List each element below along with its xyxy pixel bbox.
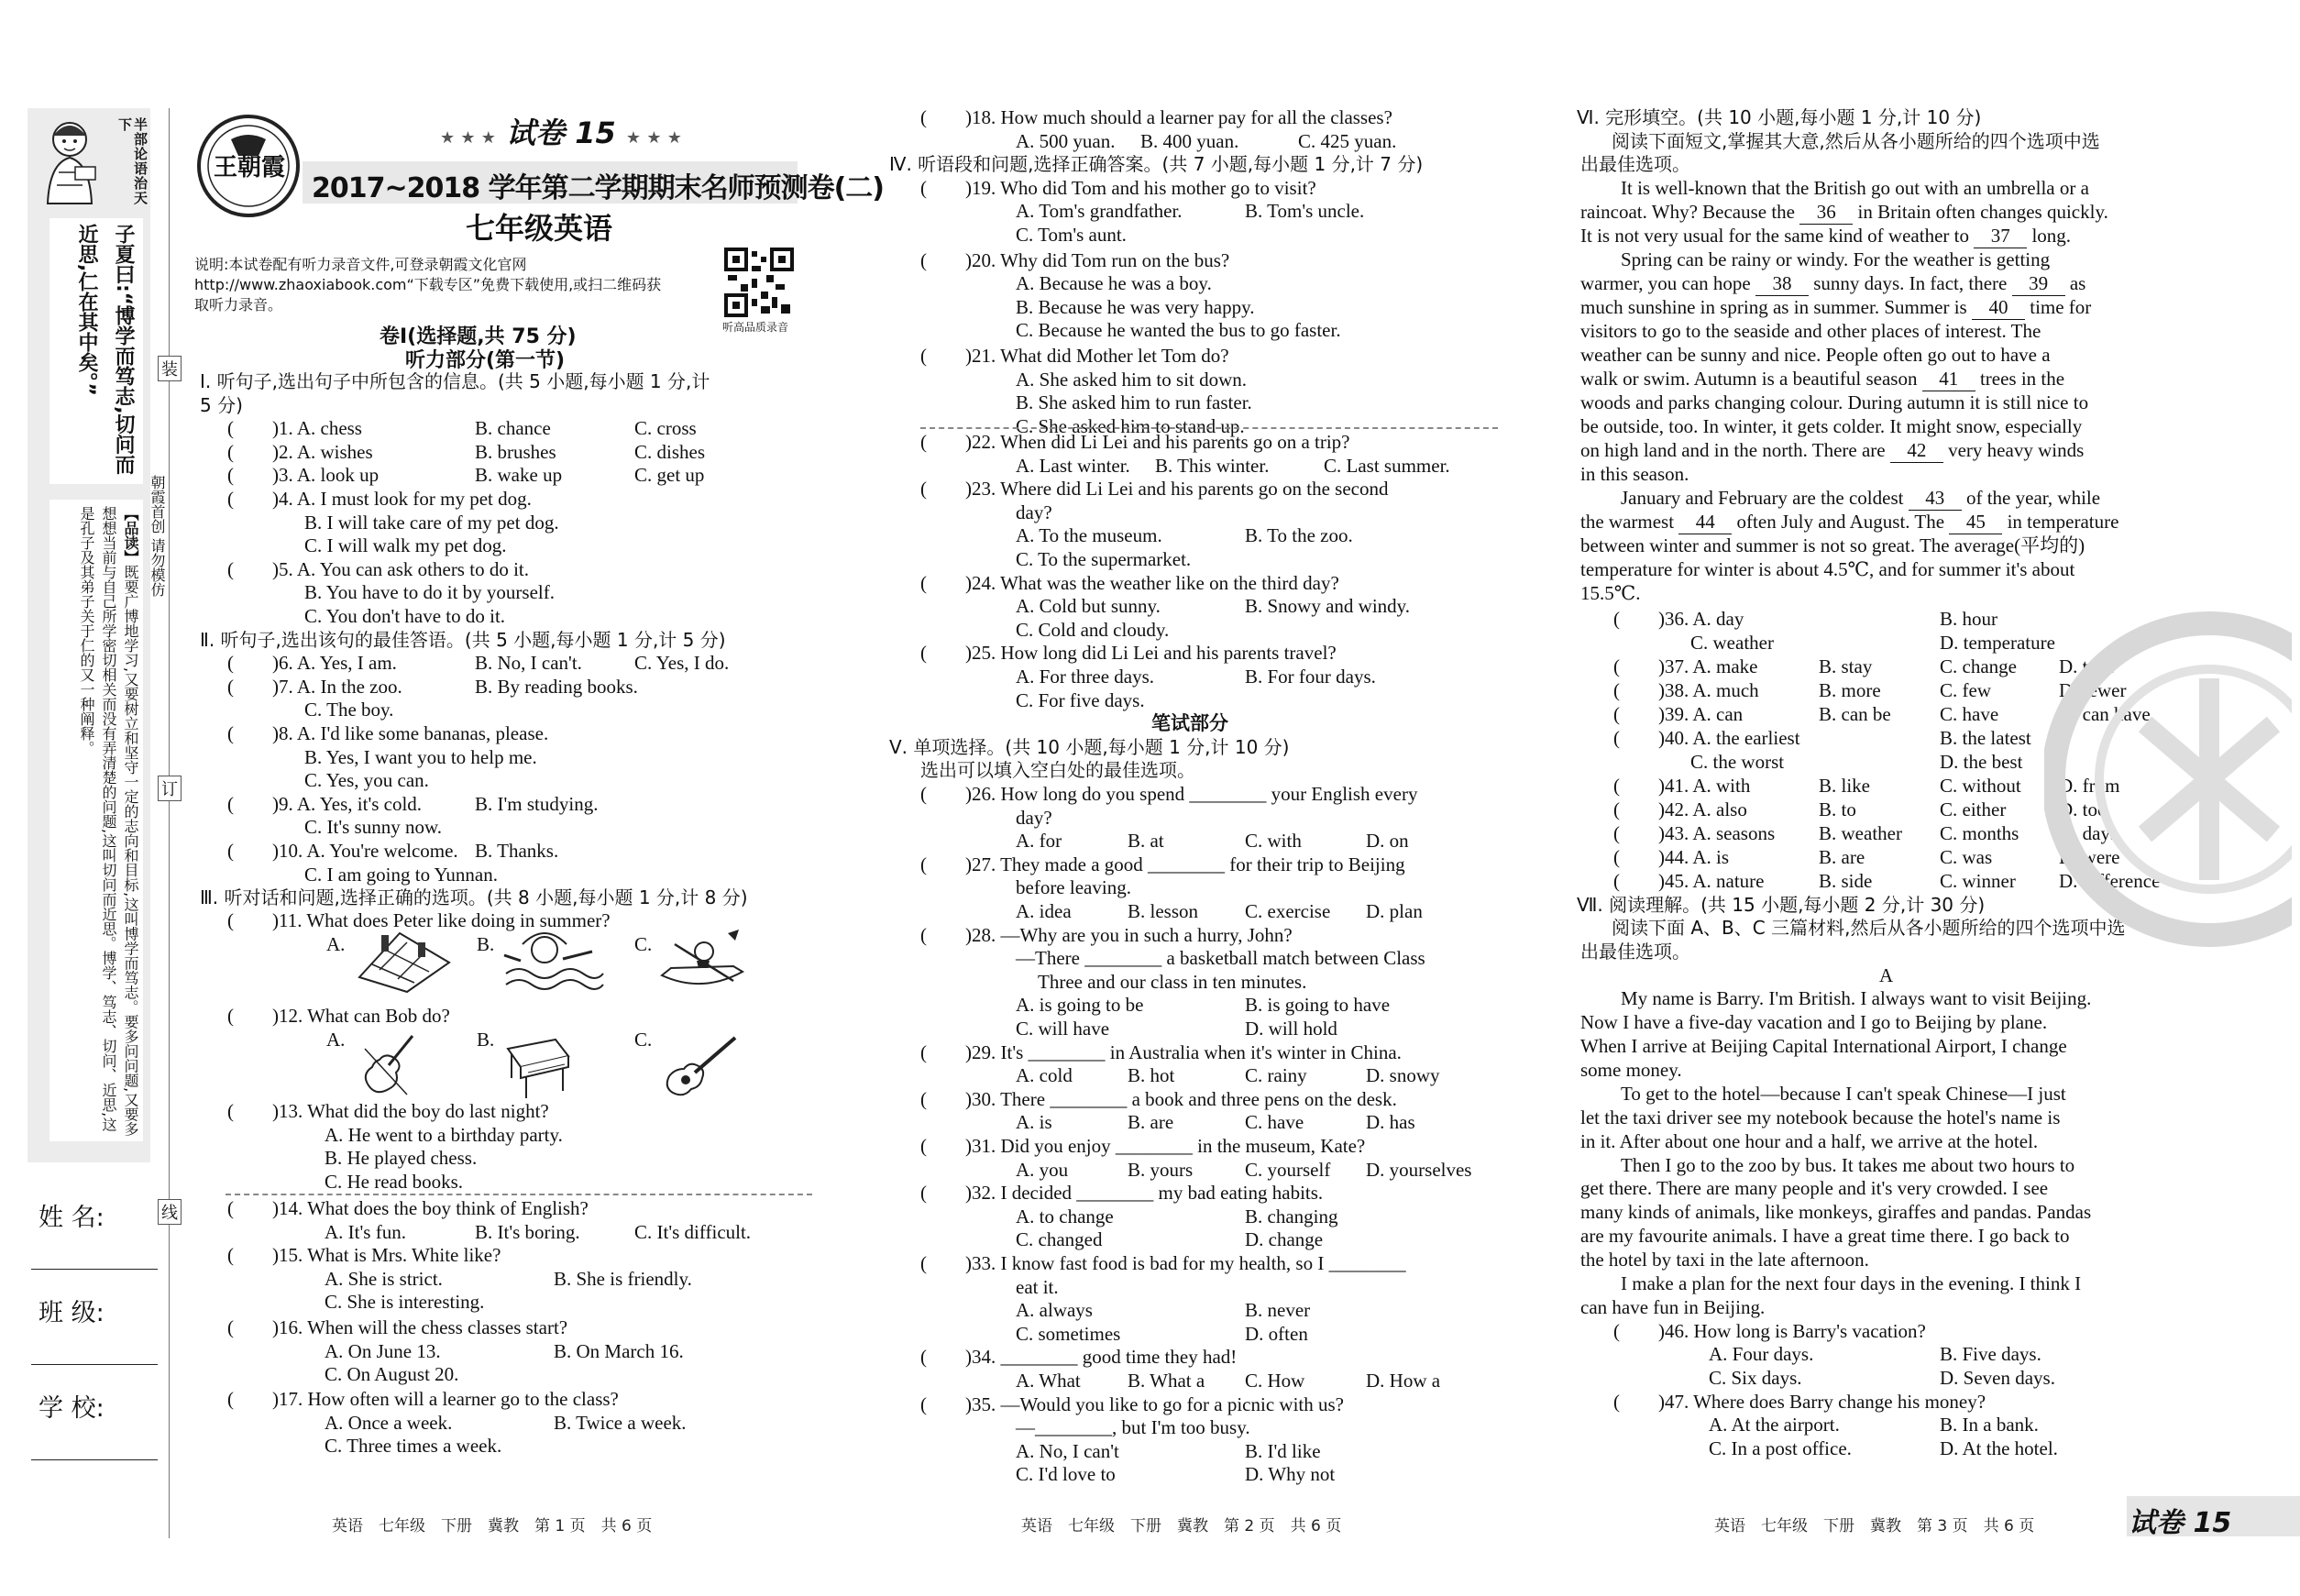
q22-stem: ( )22. When did Li Lei and his parents go on a trip? bbox=[920, 431, 1350, 453]
q30-stem: ( )30. There ________ a book and three pens on the desk. bbox=[920, 1087, 1397, 1110]
cloze-option-line: ( )41. A. with bbox=[1613, 774, 1751, 797]
q16-option-a: A. On June 13. bbox=[325, 1339, 441, 1362]
cloze-blank[interactable]: 43 bbox=[1909, 487, 1962, 511]
q35-stem: ( )35. —Would you like to go for a picnic with us? bbox=[920, 1392, 1344, 1415]
cloze-option-c: C. have bbox=[1940, 702, 1999, 725]
q23-option-a: A. To the museum. bbox=[1016, 524, 1162, 547]
q31-option-d: D. yourselves bbox=[1366, 1158, 1472, 1181]
binding-line bbox=[169, 108, 170, 1538]
star-decoration-right: ★ ★ ★ bbox=[625, 128, 682, 148]
q26-option-c: C. with bbox=[1245, 830, 1302, 853]
question-line: C. You don't have to do it. bbox=[227, 605, 506, 627]
question-line: ( )3. A. look up bbox=[227, 464, 380, 487]
cloze-passage-line: warmer, you can hope 38 sunny days. In fact, there 39 as bbox=[1580, 271, 2086, 294]
q35-option-a: A. No, I can't bbox=[1016, 1439, 1119, 1462]
question-line: ( )9. A. Yes, it's cold. bbox=[227, 792, 423, 815]
section-4-heading: Ⅳ. 听语段和问题,选择正确答案。(共 7 小题,每小题 1 分,计 7 分) bbox=[889, 153, 1424, 176]
cloze-passage-line: visitors to go to the seaside and other places of interest. The bbox=[1580, 319, 2041, 342]
cloze-blank[interactable]: 39 bbox=[2012, 272, 2065, 296]
section-7-heading: Ⅶ. 阅读理解。(共 15 小题,每小题 2 分,计 30 分) bbox=[1577, 893, 1986, 916]
q14-option-a: A. It's fun. bbox=[325, 1220, 406, 1243]
q20-option: A. Because he was a boy. bbox=[1016, 272, 1212, 295]
q18-option-b: B. 400 yuan. bbox=[1140, 129, 1239, 152]
q33-stem-cont: eat it. bbox=[1016, 1275, 1059, 1298]
cloze-passage-line: weather can be sunny and nice. People often go out to have a bbox=[1580, 343, 2051, 366]
option-c: C. dishes bbox=[634, 440, 706, 463]
q14-option-b: B. It's boring. bbox=[475, 1220, 580, 1243]
q32-option-a: A. to change bbox=[1016, 1205, 1114, 1227]
section-heading: Ⅰ. 听句子,选出句子中所包含的信息。(共 5 小题,每小题 1 分,计 bbox=[200, 370, 710, 392]
cloze-option-c: B. hour bbox=[1940, 607, 1997, 630]
class-field[interactable] bbox=[31, 1364, 158, 1365]
question-line: C. It's sunny now. bbox=[227, 816, 443, 839]
exam-subject: 七年级英语 bbox=[466, 211, 613, 246]
sidebar-reading-body: 既要广博地学习,又要树立和坚守一定的志向和目标,这叫博学而笃志。要多问问题,又要多想想当前与自己所学密切相关而没有弄清楚的问题,这叫切问而近思。博学、笃志、切问、近思,这是孔子及其弟子关于仁的又一种阐释。 bbox=[78, 506, 139, 1137]
cloze-option-c: C. without bbox=[1940, 774, 2021, 797]
reading-passage-line: many kinds of animals, like monkeys, giraffes and pandas. Pandas bbox=[1580, 1201, 2092, 1224]
paper-number bbox=[440, 110, 682, 152]
name-label: 姓 名: bbox=[39, 1204, 105, 1232]
cloze-blank[interactable]: 45 bbox=[1949, 511, 2002, 534]
q22-option-b: B. This winter. bbox=[1155, 454, 1270, 477]
q15-option-a: A. She is strict. bbox=[325, 1267, 443, 1290]
q27-option-c: C. exercise bbox=[1245, 900, 1331, 922]
q33-stem: ( )33. I know fast food is bad for my health, so I ________ bbox=[920, 1252, 1406, 1274]
sidebar-quote-main: 子夏曰:“博学而笃志,切问而近思,仁在其中矣。” bbox=[75, 224, 135, 475]
footer-page-3: 英语 七年级 下册 冀教 第 3 页 共 6 页 bbox=[1714, 1517, 2035, 1535]
q21-option: B. She asked him to run faster. bbox=[1016, 391, 1252, 414]
q27-option-a: A. idea bbox=[1016, 900, 1072, 922]
q46-option-b: B. Five days. bbox=[1940, 1343, 2041, 1366]
cloze-blank[interactable]: 40 bbox=[1972, 296, 2025, 320]
cloze-passage-line: in this season. bbox=[1580, 462, 1689, 485]
q23-option-c: C. To the supermarket. bbox=[1016, 548, 1192, 570]
q15-option-b: B. She is friendly. bbox=[554, 1267, 692, 1290]
footer-paper-tag: 试卷 15 bbox=[2129, 1507, 2232, 1539]
q18-option-c: C. 425 yuan. bbox=[1298, 129, 1397, 152]
q34-stem: ( )34. ________ good time they had! bbox=[920, 1346, 1238, 1369]
chess-picture-icon bbox=[354, 926, 455, 996]
watermark-seal bbox=[2044, 605, 2292, 953]
question-line: B. I will take care of my pet dog. bbox=[227, 511, 559, 534]
q35-option-d: D. Why not bbox=[1245, 1463, 1336, 1486]
q26-stem: ( )26. How long do you spend ________ your English every bbox=[920, 783, 1418, 805]
q26-option-a: A. for bbox=[1016, 830, 1062, 853]
q28-option-c: C. will have bbox=[1016, 1018, 1110, 1040]
footer-page-2: 英语 七年级 下册 冀教 第 2 页 共 6 页 bbox=[1021, 1517, 1342, 1535]
q47-stem: ( )47. Where does Barry change his money? bbox=[1613, 1390, 1986, 1413]
q18-option-a: A. 500 yuan. bbox=[1016, 129, 1116, 152]
q29-option-a: A. cold bbox=[1016, 1064, 1073, 1087]
reading-passage-line: I make a plan for the next four days in the evening. I think I bbox=[1621, 1272, 2082, 1294]
option-c: C. get up bbox=[634, 464, 705, 487]
q32-option-c: C. changed bbox=[1016, 1228, 1103, 1251]
cloze-passage-line: raincoat. Why? Because the 36 in Britain often changes quickly. bbox=[1580, 200, 2108, 223]
instruction-note: 说明:本试卷配有听力录音文件,可登录朝霞文化官网 http://www.zhaoxiabook.com“下载专区”免费下载使用,或扫二维码获取听力录音。 bbox=[194, 256, 662, 314]
q18-stem: ( )18. How much should a learner pay for all the classes? bbox=[920, 106, 1392, 128]
q34-option-c: C. How bbox=[1245, 1370, 1305, 1392]
dashed-divider-col1 bbox=[226, 1194, 812, 1195]
q34-option-a: A. What bbox=[1016, 1370, 1081, 1392]
q29-option-b: B. hot bbox=[1128, 1064, 1175, 1087]
cloze-option-d: D. from bbox=[2059, 774, 2120, 797]
cloze-passage-line: between winter and summer is not so great. The average(平均的) bbox=[1580, 534, 2085, 556]
cloze-option-d: D. too bbox=[2059, 798, 2107, 820]
q34-option-d: D. How a bbox=[1366, 1370, 1441, 1392]
q25-option-c: C. For five days. bbox=[1016, 688, 1145, 711]
q35-stem-cont: —________, but I'm too busy. bbox=[1016, 1416, 1250, 1439]
q24-option-b: B. Snowy and windy. bbox=[1245, 595, 1411, 618]
cloze-option-d: D. take bbox=[2059, 655, 2115, 677]
cloze-passage-line: much sunshine in spring as in summer. Summer is 40 time for bbox=[1580, 295, 2092, 318]
cloze-option-b: B. stay bbox=[1819, 655, 1873, 677]
cloze-option-b: B. to bbox=[1819, 798, 1856, 820]
q34-option-b: B. What a bbox=[1128, 1370, 1205, 1392]
q33-option-c: C. sometimes bbox=[1016, 1322, 1121, 1345]
cloze-option-d: D. difference bbox=[2059, 869, 2161, 892]
section-6-subtitle: 阅读下面短文,掌握其大意,然后从各小题所给的四个选项中选 bbox=[1612, 129, 2100, 152]
q28-option-d: D. will hold bbox=[1245, 1018, 1337, 1040]
cloze-passage-line: It is not very usual for the same kind of weather to 37 long. bbox=[1580, 224, 2072, 247]
q13-option: B. He played chess. bbox=[325, 1147, 478, 1170]
binding-mark-2: 订 bbox=[158, 776, 182, 801]
sidebar-reading-text bbox=[53, 506, 141, 1139]
cloze-option-c: C. few bbox=[1940, 678, 1991, 701]
q32-option-d: D. change bbox=[1245, 1228, 1324, 1251]
option-c: C. cross bbox=[634, 417, 697, 440]
section-7-subtitle: 出最佳选项。 bbox=[1580, 941, 1690, 963]
q25-option-b: B. For four days. bbox=[1245, 666, 1376, 688]
cloze-passage-line: January and February are the coldest 43 of the year, while bbox=[1621, 486, 2101, 509]
q24-option-c: C. Cold and cloudy. bbox=[1016, 618, 1170, 641]
q17-option-b: B. Twice a week. bbox=[554, 1411, 687, 1434]
binding-mark-3: 线 bbox=[158, 1199, 182, 1225]
q20-option: C. Because he wanted the bus to go faster. bbox=[1016, 319, 1341, 342]
question-line: C. I am going to Yunnan. bbox=[227, 863, 498, 886]
q16-stem: ( )16. When will the chess classes start? bbox=[227, 1316, 568, 1338]
question-line: ( )8. A. I'd like some bananas, please. bbox=[227, 722, 549, 744]
q32-stem: ( )32. I decided ________ my bad eating habits. bbox=[920, 1182, 1324, 1205]
sidebar-reading-label: 【品读】 bbox=[122, 506, 139, 565]
q21-option: C. She asked him to stand up. bbox=[1016, 414, 1245, 437]
cloze-option-line: C. weather bbox=[1613, 631, 1774, 654]
cloze-passage-line: be outside, too. In winter, it gets colder. It might snow, especially bbox=[1580, 414, 2083, 437]
cloze-option-line: C. the worst bbox=[1613, 750, 1785, 773]
cloze-option-c: B. the latest bbox=[1940, 726, 2031, 749]
paper-number-text: 试卷 15 bbox=[506, 116, 616, 150]
cloze-option-line: ( )40. A. the earliest bbox=[1613, 726, 1800, 749]
violin-picture-icon bbox=[356, 1030, 420, 1100]
section-1-title: 卷Ⅰ(选择题,共 75 分) bbox=[380, 325, 577, 348]
reading-passage-line: get there. There are many people and it's very crowded. I see bbox=[1580, 1177, 2049, 1200]
reading-passage-line: are my favourite animals. I have a great time there. I go back to bbox=[1580, 1225, 2070, 1248]
sidebar-quote-top: 半部论语治天下 bbox=[116, 117, 149, 205]
q27-stem: ( )27. They made a good ________ for their trip to Beijing bbox=[920, 853, 1405, 875]
q22-option-a: A. Last winter. bbox=[1016, 454, 1130, 477]
option-b: B. I'm studying. bbox=[475, 792, 599, 815]
q30-option-a: A. is bbox=[1016, 1111, 1052, 1134]
question-line: ( )2. A. wishes bbox=[227, 440, 373, 463]
cloze-passage-line: Spring can be rainy or windy. For the weather is getting bbox=[1621, 248, 2051, 270]
q23-stem: ( )23. Where did Li Lei and his parents go on the second bbox=[920, 478, 1389, 501]
q31-option-c: C. yourself bbox=[1245, 1158, 1331, 1181]
cloze-blank[interactable]: 44 bbox=[1678, 511, 1732, 534]
question-line: C. I will walk my pet dog. bbox=[227, 534, 507, 557]
question-line: C. The boy. bbox=[227, 699, 394, 721]
q11-pic-label-a: A. bbox=[326, 933, 346, 955]
question-line: ( )4. A. I must look for my pet dog. bbox=[227, 488, 532, 510]
q11-pic-label-b: B. bbox=[477, 933, 495, 955]
q17-option-c: C. Three times a week. bbox=[325, 1435, 502, 1458]
q24-option-a: A. Cold but sunny. bbox=[1016, 595, 1161, 618]
q28-stem-cont: Three and our class in ten minutes. bbox=[1038, 970, 1307, 993]
question-line: ( )5. A. You can ask others to do it. bbox=[227, 557, 529, 580]
school-label: 学 校: bbox=[39, 1394, 105, 1423]
q17-stem: ( )17. How often will a learner go to the class? bbox=[227, 1388, 619, 1410]
q33-option-b: B. never bbox=[1245, 1299, 1311, 1322]
cloze-passage-line: on high land and in the north. There are 42 very heavy winds bbox=[1580, 438, 2085, 461]
q14-option-c: C. It's difficult. bbox=[634, 1220, 752, 1243]
cloze-option-b: B. like bbox=[1819, 774, 1870, 797]
cloze-option-line: ( )38. A. much bbox=[1613, 678, 1759, 701]
written-part-heading: 笔试部分 bbox=[1151, 712, 1228, 735]
section-6-heading: Ⅵ. 完形填空。(共 10 小题,每小题 1 分,计 10 分) bbox=[1577, 106, 1982, 128]
dashed-divider-col2 bbox=[920, 427, 1498, 429]
q19-stem: ( )19. Who did Tom and his mother go to visit? bbox=[920, 176, 1316, 199]
cloze-option-d: D. days bbox=[2059, 821, 2118, 844]
q26-stem-cont: day? bbox=[1016, 806, 1052, 829]
reading-passage-line: can have fun in Beijing. bbox=[1580, 1295, 1766, 1318]
cloze-passage-line: It is well-known that the British go out with an umbrella or a bbox=[1621, 176, 2089, 199]
section-heading: Ⅱ. 听句子,选出该句的最佳答语。(共 5 小题,每小题 1 分,计 5 分) bbox=[200, 628, 726, 651]
q12-pic-label-c: C. bbox=[634, 1029, 653, 1051]
q31-stem: ( )31. Did you enjoy ________ in the museum, Kate? bbox=[920, 1135, 1366, 1157]
q29-option-c: C. rainy bbox=[1245, 1064, 1307, 1087]
option-c: C. Yes, I do. bbox=[634, 652, 730, 675]
cloze-option-line: ( )37. A. make bbox=[1613, 655, 1758, 677]
q35-option-b: B. I'd like bbox=[1245, 1439, 1321, 1462]
cloze-option-c: C. change bbox=[1940, 655, 2017, 677]
cloze-blank[interactable]: 36 bbox=[1799, 201, 1853, 225]
q46-option-a: A. Four days. bbox=[1709, 1343, 1814, 1366]
q20-option: B. Because he was very happy. bbox=[1016, 295, 1255, 318]
cloze-option-c: D. temperature bbox=[1940, 631, 2055, 654]
q16-option-b: B. On March 16. bbox=[554, 1339, 684, 1362]
q31-option-b: B. yours bbox=[1128, 1158, 1194, 1181]
q28-stem-cont: —There ________ a basketball match between Class bbox=[1016, 947, 1425, 970]
reading-passage-line: When I arrive at Beijing Capital International Airport, I change bbox=[1580, 1035, 2067, 1057]
q47-option-a: A. At the airport. bbox=[1709, 1414, 1840, 1436]
q17-option-a: A. Once a week. bbox=[325, 1411, 453, 1434]
qr-code-label: 听高品质录音 bbox=[722, 321, 789, 334]
q22-option-c: C. Last summer. bbox=[1324, 454, 1450, 477]
cloze-passage-line: the warmest 44 often July and August. The 45 in temperature bbox=[1580, 510, 2119, 533]
q14-stem: ( )14. What does the boy think of English? bbox=[227, 1197, 589, 1219]
option-b: B. Thanks. bbox=[475, 840, 559, 862]
q26-option-d: D. on bbox=[1366, 830, 1409, 853]
section-heading: Ⅲ. 听对话和问题,选择正确的选项。(共 8 小题,每小题 1 分,计 8 分) bbox=[200, 886, 748, 909]
q26-option-b: B. at bbox=[1128, 830, 1164, 853]
q35-option-c: C. I'd love to bbox=[1016, 1463, 1116, 1486]
q19-option-c: C. Tom's aunt. bbox=[1016, 224, 1127, 246]
question-line: ( )6. A. Yes, I am. bbox=[227, 652, 397, 675]
q30-option-d: D. has bbox=[1366, 1111, 1415, 1134]
q23-option-b: B. To the zoo. bbox=[1245, 524, 1353, 547]
q46-option-d: D. Seven days. bbox=[1940, 1367, 2055, 1389]
q11-pic-label-c: C. bbox=[634, 933, 653, 955]
q20-stem: ( )20. Why did Tom run on the bus? bbox=[920, 248, 1230, 271]
q12-pic-label-b: B. bbox=[477, 1029, 495, 1051]
q12-pic-label-a: A. bbox=[326, 1029, 346, 1051]
section-heading: 5 分) bbox=[200, 393, 243, 416]
section-6-subtitle: 出最佳选项。 bbox=[1580, 153, 1690, 176]
q28-option-a: A. is going to be bbox=[1016, 994, 1144, 1017]
reading-passage-line: To get to the hotel—because I can't speak Chinese—I just bbox=[1621, 1082, 2066, 1105]
q29-option-d: D. snowy bbox=[1366, 1064, 1440, 1087]
q27-option-b: B. lesson bbox=[1128, 900, 1199, 922]
q27-stem-cont: before leaving. bbox=[1016, 876, 1131, 899]
section-5-subtitle: 选出可以填入空白处的最佳选项。 bbox=[920, 759, 1195, 782]
q23-stem-cont: day? bbox=[1016, 501, 1052, 523]
cloze-option-d: D. fewer bbox=[2059, 678, 2127, 701]
q28-option-b: B. is going to have bbox=[1245, 994, 1391, 1017]
cloze-option-line: ( )36. A. day bbox=[1613, 607, 1744, 630]
option-b: B. No, I can't. bbox=[475, 652, 582, 675]
cloze-blank[interactable]: 38 bbox=[1755, 272, 1809, 296]
cloze-passage-line: 15.5℃. bbox=[1580, 581, 1641, 604]
q16-option-c: C. On August 20. bbox=[325, 1363, 459, 1386]
cloze-option-d: D. can have bbox=[2059, 702, 2151, 725]
cloze-option-line: ( )39. A. can bbox=[1613, 702, 1744, 725]
option-b: B. By reading books. bbox=[475, 675, 638, 698]
question-line: B. You have to do it by yourself. bbox=[227, 581, 555, 604]
q13-stem: ( )13. What did the boy do last night? bbox=[227, 1100, 549, 1122]
q47-option-b: B. In a bank. bbox=[1940, 1414, 2039, 1436]
school-field[interactable] bbox=[31, 1459, 158, 1460]
cloze-option-line: ( )43. A. seasons bbox=[1613, 821, 1776, 844]
q21-stem: ( )21. What did Mother let Tom do? bbox=[920, 345, 1229, 367]
option-b: B. brushes bbox=[475, 440, 556, 463]
cloze-passage-line: temperature for winter is about 4.5℃, and for summer it's about bbox=[1580, 557, 2075, 580]
q29-stem: ( )29. It's ________ in Australia when it's winter in China. bbox=[920, 1040, 1402, 1063]
swimming-picture-icon bbox=[502, 926, 605, 996]
side-note: 朝霞首创 请勿模仿 bbox=[149, 475, 166, 598]
q30-option-b: B. are bbox=[1128, 1111, 1174, 1134]
scholar-illustration bbox=[31, 112, 108, 213]
q33-option-a: A. always bbox=[1016, 1299, 1093, 1322]
question-line: B. Yes, I want you to help me. bbox=[227, 745, 537, 768]
cloze-option-b: B. weather bbox=[1819, 821, 1902, 844]
q30-option-c: C. have bbox=[1245, 1111, 1304, 1134]
cloze-option-b: B. side bbox=[1819, 869, 1873, 892]
section-7-subtitle: 阅读下面 A、B、C 三篇材料,然后从各小题所给的四个选项中选 bbox=[1612, 917, 2126, 940]
reading-passage-line: the hotel by taxi in the late afternoon. bbox=[1580, 1249, 1869, 1271]
cloze-blank[interactable]: 41 bbox=[1922, 368, 1975, 391]
q21-option: A. She asked him to sit down. bbox=[1016, 368, 1247, 391]
cloze-blank[interactable]: 42 bbox=[1890, 439, 1943, 463]
passage-a-label: A bbox=[1879, 963, 1894, 986]
star-decoration-left: ★ ★ ★ bbox=[440, 128, 496, 148]
q31-option-a: A. you bbox=[1016, 1158, 1069, 1181]
q15-option-c: C. She is interesting. bbox=[325, 1291, 485, 1314]
reading-passage-line: Now I have a five-day vacation and I go to Beijing by plane. bbox=[1580, 1011, 2048, 1034]
exam-title: 2017~2018 学年第二学期期末名师预测卷(二) bbox=[312, 172, 884, 204]
q28-stem: ( )28. —Why are you in such a hurry, John? bbox=[920, 923, 1293, 946]
question-line: C. Yes, you can. bbox=[227, 769, 429, 792]
q33-option-d: D. often bbox=[1245, 1322, 1308, 1345]
footer-page-1: 英语 七年级 下册 冀教 第 1 页 共 6 页 bbox=[332, 1517, 653, 1535]
boating-picture-icon bbox=[656, 926, 748, 996]
class-label: 班 级: bbox=[39, 1299, 105, 1327]
option-b: B. wake up bbox=[475, 464, 563, 487]
cloze-option-b: B. can be bbox=[1819, 702, 1891, 725]
q27-option-d: D. plan bbox=[1366, 900, 1423, 922]
cloze-passage-line: woods and parks changing colour. During autumn it is still nice to bbox=[1580, 391, 2089, 413]
brand-logo-text: 王朝霞 bbox=[213, 154, 285, 182]
q19-option-b: B. Tom's uncle. bbox=[1245, 200, 1365, 223]
q46-stem: ( )46. How long is Barry's vacation? bbox=[1613, 1319, 1926, 1342]
binding-mark-1: 装 bbox=[158, 356, 182, 381]
q13-option: A. He went to a birthday party. bbox=[325, 1123, 563, 1146]
q46-option-c: C. Six days. bbox=[1709, 1367, 1802, 1389]
guitar-picture-icon bbox=[658, 1030, 741, 1100]
cloze-option-b: B. more bbox=[1819, 678, 1881, 701]
cloze-option-c: C. was bbox=[1940, 845, 1993, 868]
q11-stem: ( )11. What does Peter like doing in summer? bbox=[227, 909, 611, 931]
q25-option-a: A. For three days. bbox=[1016, 666, 1155, 688]
q32-option-b: B. changing bbox=[1245, 1205, 1338, 1227]
cloze-option-c: D. the best bbox=[1940, 750, 2023, 773]
cloze-option-c: C. either bbox=[1940, 798, 2007, 820]
qr-code-icon[interactable] bbox=[724, 248, 794, 317]
reading-passage-line: some money. bbox=[1580, 1058, 1682, 1081]
q24-stem: ( )24. What was the weather like on the third day? bbox=[920, 571, 1339, 594]
q47-option-c: C. In a post office. bbox=[1709, 1436, 1852, 1459]
reading-passage-line: My name is Barry. I'm British. I always want to visit Beijing. bbox=[1621, 987, 2092, 1010]
cloze-passage-line: walk or swim. Autumn is a beautiful season 41 trees in the bbox=[1580, 367, 2065, 390]
listening-subtitle: 听力部分(第一节) bbox=[405, 349, 566, 372]
reading-passage-line: let the taxi driver see my notebook because the hotel's name is bbox=[1580, 1106, 2061, 1128]
q47-option-d: D. At the hotel. bbox=[1940, 1436, 2058, 1459]
q25-stem: ( )25. How long did Li Lei and his parents travel? bbox=[920, 642, 1337, 665]
cloze-option-c: C. months bbox=[1940, 821, 2019, 844]
name-field[interactable] bbox=[31, 1269, 158, 1270]
q15-stem: ( )15. What is Mrs. White like? bbox=[227, 1244, 501, 1266]
reading-passage-line: in it. After about one hour and a half, we arrive at the hotel. bbox=[1580, 1129, 2039, 1152]
cloze-option-line: ( )45. A. nature bbox=[1613, 869, 1765, 892]
question-line: ( )10. A. You're welcome. bbox=[227, 840, 458, 862]
reading-passage-line: Then I go to the zoo by bus. It takes me about two hours to bbox=[1621, 1153, 2075, 1176]
cloze-option-line: ( )42. A. also bbox=[1613, 798, 1747, 820]
cloze-option-b: B. are bbox=[1819, 845, 1865, 868]
section-5-heading: Ⅴ. 单项选择。(共 10 小题,每小题 1 分,计 10 分) bbox=[889, 735, 1290, 758]
question-line: ( )1. A. chess bbox=[227, 417, 362, 440]
q19-option-a: A. Tom's grandfather. bbox=[1016, 200, 1183, 223]
cloze-option-d: D. were bbox=[2059, 845, 2120, 868]
cloze-blank[interactable]: 37 bbox=[1974, 225, 2027, 248]
q12-stem: ( )12. What can Bob do? bbox=[227, 1005, 450, 1027]
piano-picture-icon bbox=[501, 1030, 574, 1100]
cloze-option-c: C. winner bbox=[1940, 869, 2016, 892]
option-b: B. chance bbox=[475, 417, 551, 440]
q13-option: C. He read books. bbox=[325, 1170, 464, 1193]
cloze-option-line: ( )44. A. is bbox=[1613, 845, 1729, 868]
question-line: ( )7. A. In the zoo. bbox=[227, 675, 402, 698]
